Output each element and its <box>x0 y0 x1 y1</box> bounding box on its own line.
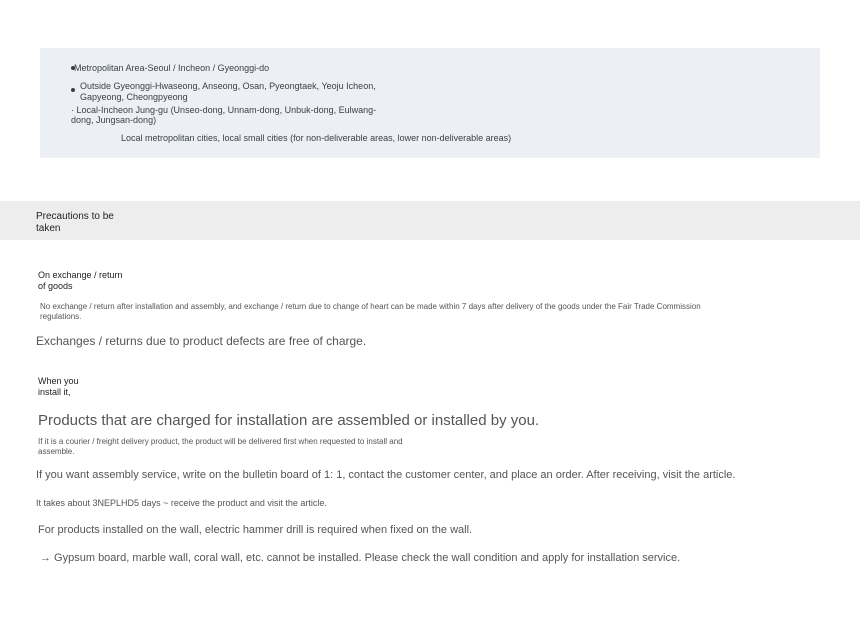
incheon-area-line1: · Local-Incheon Jung-gu (Unseo-dong, Unnam-dong, Unbuk-dong, Eulwang- <box>71 105 377 115</box>
precautions-header-bar <box>0 201 860 240</box>
exchange-label <box>38 270 123 292</box>
precautions-title-line1: Precautions to be <box>36 211 114 222</box>
install-label-line1: When you <box>38 376 79 386</box>
precautions-title-line2: taken <box>36 223 61 234</box>
install-label <box>38 376 79 398</box>
charged-installation-text: Products that are charged for installation are assembled or installed by you. <box>38 412 540 429</box>
assembly-service-text: If you want assembly service, write on the bulletin board of 1: 1, contact the customer center, and place an order. After receiving, visit the article. <box>36 469 736 481</box>
local-area-text: Local metropolitan cities, local small cities (for non-deliverable areas, lower non-deliverable areas) <box>121 133 512 143</box>
defects-free-text: Exchanges / returns due to product defects are free of charge. <box>36 334 367 348</box>
exchange-label-line1: On exchange / return <box>38 270 123 280</box>
bullet-icon <box>71 88 75 92</box>
wall-drill-text: For products installed on the wall, electric hammer drill is required when fixed on the wall. <box>38 524 473 536</box>
courier-delivery-line1: If it is a courier / freight delivery product, the product will be delivered first when requested to install and <box>38 437 403 446</box>
exchange-policy <box>40 302 830 322</box>
exchange-policy-line2: regulations. <box>40 312 82 321</box>
incheon-area-line2: dong, Jungsan-dong) <box>71 115 157 125</box>
exchange-label-line2: of goods <box>38 281 73 291</box>
precautions-title <box>36 211 114 235</box>
courier-delivery-line2: assemble. <box>38 447 75 456</box>
courier-delivery-text <box>38 437 403 457</box>
outside-area-line1: Outside Gyeonggi-Hwaseong, Anseong, Osan, Pyeongtaek, Yeoju Icheon, <box>80 81 376 91</box>
metropolitan-area-text: Metropolitan Area-Seoul / Incheon / Gyeonggi-do <box>74 63 270 73</box>
takes-about-text: It takes about 3NEPLHD5 days ~ receive the product and visit the article. <box>36 498 327 508</box>
exchange-policy-line1: No exchange / return after installation and assembly, and exchange / return due to change of heart can be made within 7 days after delivery of the goods under the Fair Trade Commission <box>40 302 701 311</box>
install-label-line2: install it, <box>38 387 71 397</box>
outside-area-line2: Gapyeong, Cheongpyeong <box>80 92 188 102</box>
gypsum-warning-text: → Gypsum board, marble wall, coral wall, etc. cannot be installed. Please check the wall condition and apply for installation service. <box>40 552 681 564</box>
